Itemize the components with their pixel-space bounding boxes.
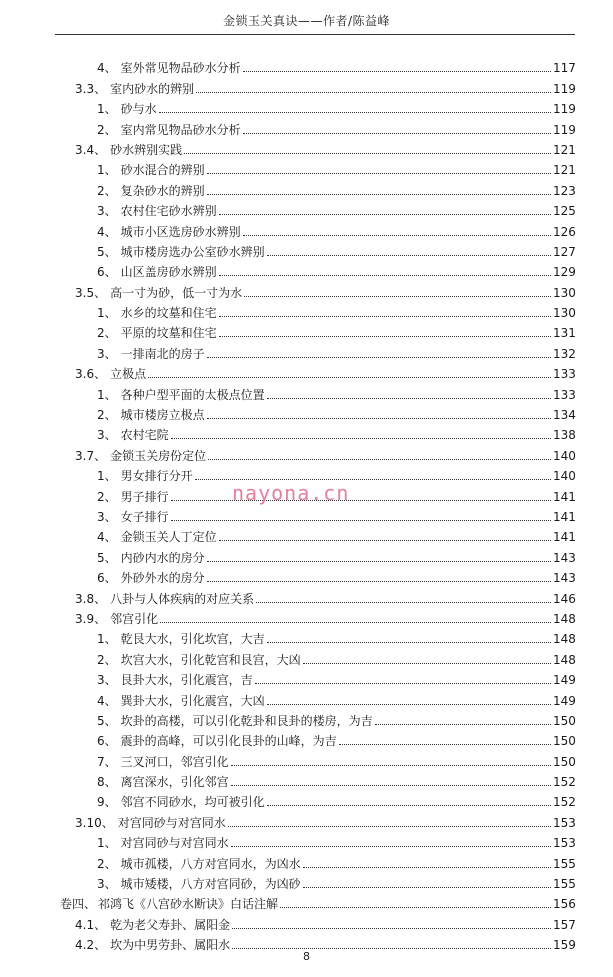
toc-entry-label [0,225,553,239]
toc-entry[interactable] [0,281,613,301]
page-header-title: 金锁玉关真诀——作者/陈益峰 [222,14,391,28]
toc-entry-page-number: 153 [553,815,576,830]
toc-entry-page-number: 153 [553,836,576,851]
toc-entry-number: 3、 [97,204,117,219]
toc-entry-title: 邻宫引化 [110,611,159,626]
toc-entry-number: 5、 [97,713,117,728]
toc-entry[interactable] [0,526,613,546]
toc-entry-label [0,775,553,789]
toc-entry-number: 6、 [97,571,117,586]
toc-entry-label [0,714,553,728]
toc-entry-number: 3、 [97,673,117,688]
toc-entry-title: 高一寸为砂，低一寸为水 [110,285,243,300]
toc-entry-number: 5、 [97,550,117,565]
toc-entry-page-number: 130 [553,285,576,300]
toc-entry-page-number: 138 [553,428,576,443]
toc-entry[interactable] [0,139,613,159]
toc-dot-leader [219,540,551,541]
toc-entry[interactable] [0,444,613,464]
toc-entry-page-number: 143 [553,571,576,586]
toc-entry-page-number: 152 [553,775,576,790]
toc-entry-page-number: 132 [553,346,576,361]
toc-entry-label [0,123,553,137]
toc-entry-title: 农村住宅砂水辨别 [120,204,217,219]
toc-entry-page-number: 134 [553,408,576,423]
toc-entry-number: 4、 [97,530,117,545]
toc-entry-number: 3.8、 [75,591,107,606]
toc-entry-title: 男子排行 [120,489,169,504]
toc-entry-label [0,428,553,442]
toc-entry-number: 3、 [97,877,117,892]
toc-dot-leader [303,867,551,868]
toc-entry[interactable] [0,424,613,444]
toc-entry-number: 6、 [97,734,117,749]
toc-entry[interactable] [0,710,613,730]
toc-entry[interactable] [0,567,613,587]
toc-entry[interactable] [0,322,613,342]
toc-entry-label [0,918,553,932]
toc-dot-leader [171,500,551,501]
toc-entry[interactable] [0,648,613,668]
toc-dot-leader [280,907,551,908]
toc-dot-leader [196,92,551,93]
toc-entry-title: 三叉河口，邻宫引化 [120,754,229,769]
toc-entry-label [0,408,553,422]
toc-dot-leader [232,928,551,929]
toc-entry-title: 外砂外水的房分 [120,571,205,586]
toc-entry-label [0,61,553,75]
table-of-contents [0,57,613,954]
toc-dot-leader [207,418,551,419]
toc-entry-label [0,734,553,748]
toc-entry-number: 3.7、 [75,448,107,463]
toc-entry-page-number: 141 [553,509,576,524]
toc-entry-title: 砂水辨别实践 [110,142,183,157]
toc-dot-leader [219,336,551,337]
toc-dot-leader [243,235,551,236]
toc-entry-page-number: 150 [553,734,576,749]
footer-page-number: 8 [303,950,310,963]
toc-entry-page-number: 141 [553,489,576,504]
toc-entry-title: 邻宫不同砂水，均可被引化 [120,795,265,810]
toc-entry-page-number: 127 [553,244,576,259]
toc-dot-leader [267,255,551,256]
toc-dot-leader [219,214,551,215]
toc-dot-leader [159,112,551,113]
toc-entry-label [0,388,553,402]
toc-entry-page-number: 140 [553,469,576,484]
toc-entry-number: 9、 [97,795,117,810]
toc-entry-title: 农村宅院 [120,428,169,443]
toc-entry-number: 7、 [97,754,117,769]
toc-entry-number: 卷四、 [60,897,97,912]
toc-entry-number: 4.1、 [75,917,107,932]
toc-entry-title: 山区盖房砂水辨别 [120,265,217,280]
toc-entry-number: 2、 [97,122,117,137]
toc-entry[interactable] [0,669,613,689]
toc-dot-leader [243,71,551,72]
toc-entry-title: 艮卦大水，引化震宫，吉 [120,673,253,688]
toc-entry-title: 内砂内水的房分 [120,550,205,565]
toc-dot-leader [171,520,551,521]
toc-entry-number: 3、 [97,428,117,443]
toc-entry-label [0,612,553,626]
toc-entry-title: 离宫深水，引化邻宫 [120,775,229,790]
toc-entry[interactable] [0,750,613,770]
toc-dot-leader [267,805,551,806]
toc-entry-page-number: 148 [553,632,576,647]
toc-entry-title: 乾为老父寿卦、属阳金 [110,917,231,932]
toc-entry-title: 砂水混合的辨别 [120,163,205,178]
toc-entry[interactable] [0,57,613,77]
toc-entry-label [0,306,553,320]
toc-entry[interactable] [0,689,613,709]
toc-entry-number: 3.3、 [75,81,107,96]
toc-dot-leader [208,459,551,460]
toc-entry-number: 3.4、 [75,142,107,157]
toc-entry-label [0,163,553,177]
toc-entry[interactable] [0,852,613,872]
toc-entry-page-number: 121 [553,163,576,178]
toc-entry-label [0,510,553,524]
toc-dot-leader [231,785,551,786]
toc-entry[interactable] [0,261,613,281]
toc-entry-label [0,816,553,830]
toc-entry-title: 复杂砂水的辨别 [120,183,205,198]
toc-entry-number: 4、 [97,693,117,708]
toc-entry-label [0,795,553,809]
toc-dot-leader [207,357,551,358]
toc-entry-title: 金锁玉关人丁定位 [120,530,217,545]
toc-dot-leader [219,275,551,276]
toc-entry-title: 坎卦的高楼，可以引化乾卦和艮卦的楼房，为吉 [120,713,373,728]
toc-entry-label [0,82,553,96]
toc-entry[interactable] [0,730,613,750]
toc-entry-label [0,592,553,606]
toc-dot-leader [375,724,551,725]
toc-entry[interactable] [0,506,613,526]
toc-entry-page-number: 141 [553,530,576,545]
toc-entry-label [0,530,553,544]
toc-entry-number: 3、 [97,509,117,524]
toc-entry-title: 室外常见物品砂水分析 [120,61,241,76]
toc-entry[interactable] [0,832,613,852]
toc-entry-label [0,204,553,218]
toc-dot-leader [184,153,551,154]
toc-entry-label [0,673,553,687]
toc-entry-page-number: 143 [553,550,576,565]
toc-entry-page-number: 130 [553,306,576,321]
toc-entry-page-number: 159 [553,938,576,953]
toc-entry-number: 2、 [97,489,117,504]
toc-dot-leader [267,704,551,705]
toc-entry-label [0,143,553,157]
header-divider [55,34,575,35]
toc-entry-number: 2、 [97,326,117,341]
toc-entry[interactable] [0,363,613,383]
toc-entry[interactable] [0,200,613,220]
toc-entry-number: 3.9、 [75,611,107,626]
toc-entry-page-number: 155 [553,856,576,871]
toc-entry-number: 8、 [97,775,117,790]
toc-entry-label [0,836,553,850]
toc-entry-title: 坎为中男劳卦、属阳水 [110,938,231,953]
toc-dot-leader [148,377,551,378]
toc-dot-leader [207,194,551,195]
toc-entry-number: 3.10、 [75,815,114,830]
toc-dot-leader [303,663,551,664]
toc-entry[interactable] [0,342,613,362]
toc-entry-number: 1、 [97,387,117,402]
toc-entry-number: 1、 [97,163,117,178]
toc-entry-title: 巽卦大水，引化震宫，大凶 [120,693,265,708]
toc-entry-page-number: 149 [553,673,576,688]
toc-entry-number: 2、 [97,652,117,667]
toc-entry-title: 八卦与人体疾病的对应关系 [110,591,255,606]
toc-entry[interactable] [0,587,613,607]
toc-dot-leader [231,765,551,766]
toc-entry[interactable] [0,302,613,322]
toc-entry-number: 1、 [97,836,117,851]
toc-entry-page-number: 148 [553,652,576,667]
toc-dot-leader [244,296,551,297]
toc-entry[interactable] [0,771,613,791]
toc-entry[interactable] [0,893,613,913]
toc-entry-label [0,449,553,463]
toc-dot-leader [255,683,551,684]
toc-entry-label [0,897,553,911]
toc-entry-number: 3.5、 [75,285,107,300]
toc-entry-page-number: 148 [553,611,576,626]
toc-entry-page-number: 119 [553,102,576,117]
toc-entry-label [0,367,553,381]
toc-entry-label [0,551,553,565]
toc-entry-title: 对宫同砂与对宫同水 [120,836,229,851]
toc-entry-number: 4、 [97,224,117,239]
toc-entry[interactable] [0,608,613,628]
toc-entry[interactable] [0,811,613,831]
toc-entry-title: 立极点 [110,367,147,382]
toc-entry-number: 4、 [97,61,117,76]
toc-entry[interactable] [0,546,613,566]
toc-entry-label [0,632,553,646]
toc-entry-title: 城市矮楼，八方对宫同砂，为凶砂 [120,877,301,892]
toc-entry-number: 6、 [97,265,117,280]
toc-entry[interactable] [0,241,613,261]
toc-entry-label [0,326,553,340]
toc-entry[interactable] [0,913,613,933]
toc-entry-title: 乾艮大水，引化坎宫，大吉 [120,632,265,647]
toc-entry-number: 1、 [97,102,117,117]
toc-entry-page-number: 129 [553,265,576,280]
toc-entry-page-number: 156 [553,897,576,912]
toc-entry-page-number: 119 [553,122,576,137]
toc-dot-leader [160,622,551,623]
toc-dot-leader [207,561,551,562]
toc-entry-label [0,857,553,871]
toc-entry-page-number: 133 [553,387,576,402]
toc-entry-label [0,102,553,116]
toc-entry[interactable] [0,404,613,424]
toc-entry-number: 1、 [97,306,117,321]
toc-entry-title: 对宫同砂与对宫同水 [117,815,226,830]
toc-entry-number: 2、 [97,183,117,198]
toc-entry-page-number: 126 [553,224,576,239]
toc-entry-page-number: 140 [553,448,576,463]
toc-entry[interactable] [0,118,613,138]
toc-entry-page-number: 121 [553,142,576,157]
watermark-text: nayona.cn [232,481,350,505]
toc-entry-number: 3、 [97,346,117,361]
toc-entry-title: 一排南北的房子 [120,346,205,361]
toc-entry-page-number: 152 [553,795,576,810]
toc-entry-page-number: 150 [553,754,576,769]
toc-entry-label [0,265,553,279]
toc-entry-label [0,347,553,361]
toc-entry-title: 城市楼房选办公室砂水辨别 [120,244,265,259]
toc-entry-page-number: 133 [553,367,576,382]
toc-entry-label [0,755,553,769]
toc-entry-page-number: 150 [553,713,576,728]
toc-entry-title: 女子排行 [120,509,169,524]
toc-entry-number: 1、 [97,632,117,647]
toc-entry-number: 3.6、 [75,367,107,382]
toc-entry-label [0,286,553,300]
toc-entry-title: 城市楼房立极点 [120,408,205,423]
toc-dot-leader [207,581,551,582]
toc-entry-page-number: 155 [553,877,576,892]
toc-entry[interactable] [0,873,613,893]
toc-entry[interactable] [0,98,613,118]
toc-entry-number: 2、 [97,408,117,423]
toc-dot-leader [228,826,551,827]
toc-entry-page-number: 131 [553,326,576,341]
toc-entry-page-number: 157 [553,917,576,932]
toc-entry[interactable] [0,179,613,199]
toc-entry-title: 室内砂水的辨别 [110,81,195,96]
toc-dot-leader [303,887,551,888]
toc-entry[interactable] [0,791,613,811]
toc-entry-title: 水乡的坟墓和住宅 [120,306,217,321]
toc-entry-number: 1、 [97,469,117,484]
toc-entry-page-number: 125 [553,204,576,219]
toc-entry-title: 平原的坟墓和住宅 [120,326,217,341]
toc-dot-leader [267,398,551,399]
toc-entry-title: 坎宫大水，引化乾宫和艮宫，大凶 [120,652,301,667]
toc-entry-page-number: 146 [553,591,576,606]
toc-entry-label [0,245,553,259]
toc-entry-title: 城市小区选房砂水辨别 [120,224,241,239]
toc-dot-leader [267,642,551,643]
toc-entry-title: 祁鸿飞《八宫砂水断诀》白话注解 [98,897,279,912]
toc-dot-leader [256,602,551,603]
toc-entry-title: 男女排行分开 [120,469,193,484]
toc-dot-leader [219,316,551,317]
toc-entry-page-number: 119 [553,81,576,96]
toc-entry-label [0,184,553,198]
toc-entry-title: 室内常见物品砂水分析 [120,122,241,137]
toc-entry[interactable] [0,77,613,97]
toc-entry-page-number: 117 [553,61,576,76]
toc-entry-title: 砂与水 [120,102,157,117]
toc-entry-title: 城市孤楼，八方对宫同水，为凶水 [120,856,301,871]
toc-dot-leader [171,438,551,439]
toc-entry-number: 5、 [97,244,117,259]
toc-entry-label [0,653,553,667]
toc-entry-label [0,694,553,708]
toc-entry-title: 震卦的高峰，可以引化艮卦的山峰，为吉 [120,734,337,749]
toc-dot-leader [207,173,551,174]
toc-entry[interactable] [0,628,613,648]
toc-entry[interactable] [0,159,613,179]
toc-entry-label [0,877,553,891]
toc-entry[interactable] [0,383,613,403]
toc-entry[interactable] [0,220,613,240]
toc-entry-title: 各种户型平面的太极点位置 [120,387,265,402]
toc-entry-page-number: 123 [553,183,576,198]
toc-entry-number: 4.2、 [75,938,107,953]
toc-dot-leader [231,846,551,847]
toc-entry-page-number: 149 [553,693,576,708]
toc-entry-title: 金锁玉关房份定位 [110,448,207,463]
toc-dot-leader [339,744,551,745]
toc-dot-leader [243,133,551,134]
toc-entry-number: 2、 [97,856,117,871]
toc-entry-label [0,571,553,585]
